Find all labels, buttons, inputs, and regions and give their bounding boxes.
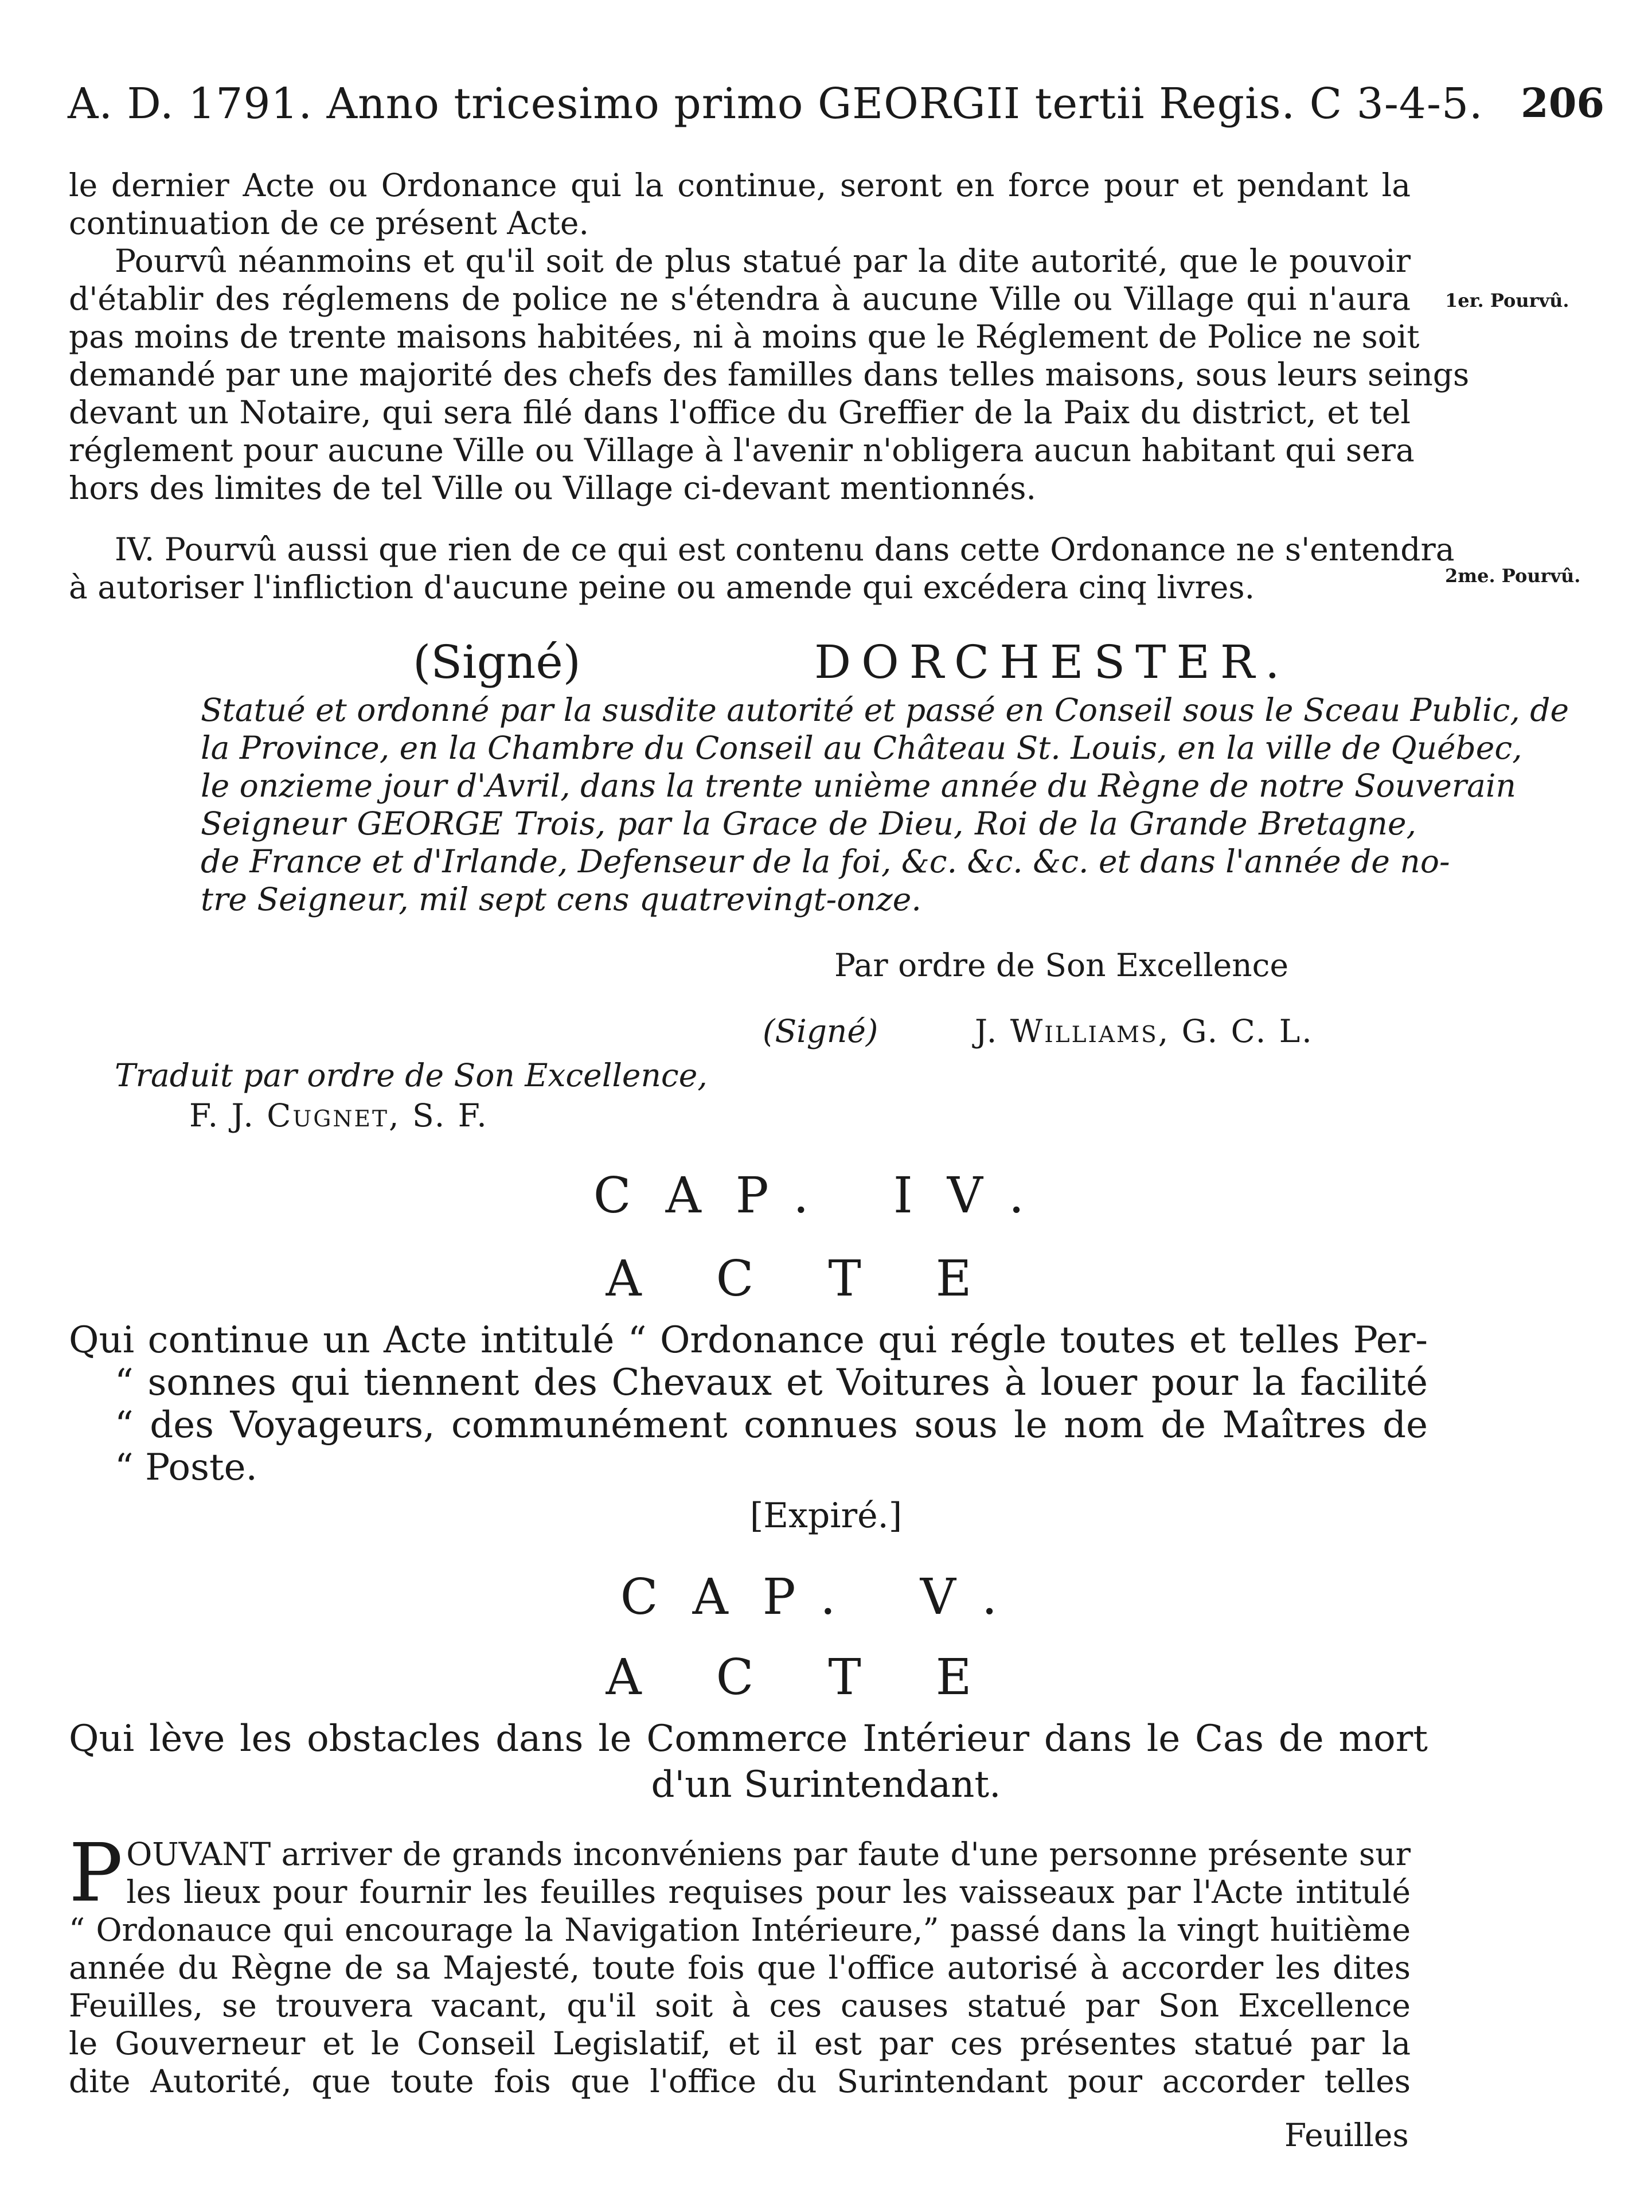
text-line: Qui lève les obstacles dans le Commerce Intérieur dans le Cas de mort [69,1718,1428,1760]
act-title-cap-v [69,1718,1428,1760]
chapter-heading: CAP. V. [620,1569,1032,1626]
par-ordre: Par ordre de Son Excellence [834,947,1288,984]
text-line: le dernier Acte ou Ordonance qui la continue, seront en force pour et pendant la [69,167,1411,204]
text-line: IV. Pourvû aussi que rien de ce qui est contenu dans cette Ordonance ne s'entendra [115,531,1455,568]
text-line: à autoriser l'infliction d'aucune peine ou amende qui excédera cinq livres. [69,569,1255,606]
chapter-heading: CAP. IV. [593,1167,1059,1224]
acte-heading: ACTE [606,1250,1046,1308]
page-number: 206 [1521,79,1605,127]
text-line: d'établir des réglemens de police ne s'étendra à aucune Ville ou Village qui n'aura [69,280,1411,317]
text-line: “ sonnes qui tiennent des Chevaux et Voitures à louer pour la facilité [115,1361,1428,1404]
enactment-clause [201,691,1569,918]
translation-note: Traduit par ordre de Son Excellence, [115,1057,708,1094]
acte-heading: ACTE [606,1649,1046,1706]
text-line: pas moins de trente maisons habitées, ni à moins que le Réglement de Police ne soit [69,318,1420,355]
text-line: demandé par une majorité des chefs des familles dans telles maisons, sous leurs seings [69,356,1470,393]
signe-label-2: (Signé) [763,1013,878,1050]
margin-note-first-proviso: 1er. Pourvû. [1445,290,1569,311]
signe-label: (Signé) [413,635,581,689]
clerk-signature: J. Williams, G. C. L. [975,1013,1314,1050]
text-line: “ des Voyageurs, communément connues sous le nom de Maîtres de [115,1404,1428,1446]
text-line: le Gouverneur et le Conseil Legislatif, et il est par ces présentes statué par la [69,2025,1411,2062]
text-line: continuation de ce présent Acte. [69,205,589,241]
drop-cap: P [69,1827,123,1920]
text-line: la Province, en la Chambre du Conseil au Château St. Louis, en la ville de Québec, [201,729,1522,766]
text-line: le onzieme jour d'Avril, dans la trente unième année du Règne de notre Souverain [201,767,1516,804]
text-line: “ Poste. [115,1446,257,1489]
text-line: hors des limites de tel Ville ou Village ci-devant mentionnés. [69,470,1037,506]
text-line: de France et d'Irlande, Defenseur de la foi, &c. &c. &c. et dans l'année de no- [201,843,1450,880]
text-line: “ Ordonauce qui encourage la Navigation Intérieure,” passé dans la vingt huitième [69,1911,1411,1948]
act-title-cap-v-line2: d'un Surintendant. [651,1764,1001,1806]
text-line: Feuilles, se trouvera vacant, qu'il soit à ces causes statué par Son Excellence [69,1987,1411,2024]
margin-note-second-proviso: 2me. Pourvû. [1445,565,1581,587]
text-line: les lieux pour fournir les feuilles requises pour les vaisseaux par l'Acte intitulé [126,1874,1411,1910]
text-line: Seigneur GEORGE Trois, par la Grace de Dieu, Roi de la Grande Bretagne, [201,805,1416,842]
expired-note: [Expiré.] [749,1496,903,1536]
text-line: année du Règne de sa Majesté, toute fois que l'office autorisé à accorder les dites [69,1949,1411,1986]
text-line: Statué et ordonné par la susdite autorité et passé en Conseil sous le Sceau Public, de [201,692,1569,728]
translator-signature: F. J. Cugnet, S. F. [189,1097,489,1134]
running-title: A. D. 1791. Anno tricesimo primo GEORGII tertii Regis. C 3-4-5. [68,79,1483,128]
continuation-paragraph [69,166,1411,242]
signature-line [413,635,1290,689]
first-proviso-paragraph [69,242,1470,507]
text-line: devant un Notaire, qui sera filé dans l'office du Greffier de la Paix du district, et tel [69,394,1411,431]
text-line: dite Autorité, que toute fois que l'office du Surintendant pour accorder telles [69,2063,1411,2100]
cap-v-body [69,1827,1411,2100]
catchword: Feuilles [1284,2117,1409,2154]
text-line: Qui continue un Acte intitulé “ Ordonance qui régle toutes et telles Per- [69,1319,1428,1361]
second-proviso-paragraph [69,530,1455,606]
text-line: Pourvû néanmoins et qu'il soit de plus statué par la dite autorité, que le pouvoir [115,243,1411,279]
text-line: OUVANT arriver de grands inconvéniens par faute d'une personne présente sur [126,1836,1411,1872]
text-line: réglement pour aucune Ville ou Village à l'avenir n'obligera aucun habitant qui sera [69,432,1415,469]
signer-name: DORCHESTER. [814,635,1290,689]
act-title-cap-iv [69,1319,1428,1489]
text-line: tre Seigneur, mil sept cens quatrevingt-onze. [201,881,921,918]
